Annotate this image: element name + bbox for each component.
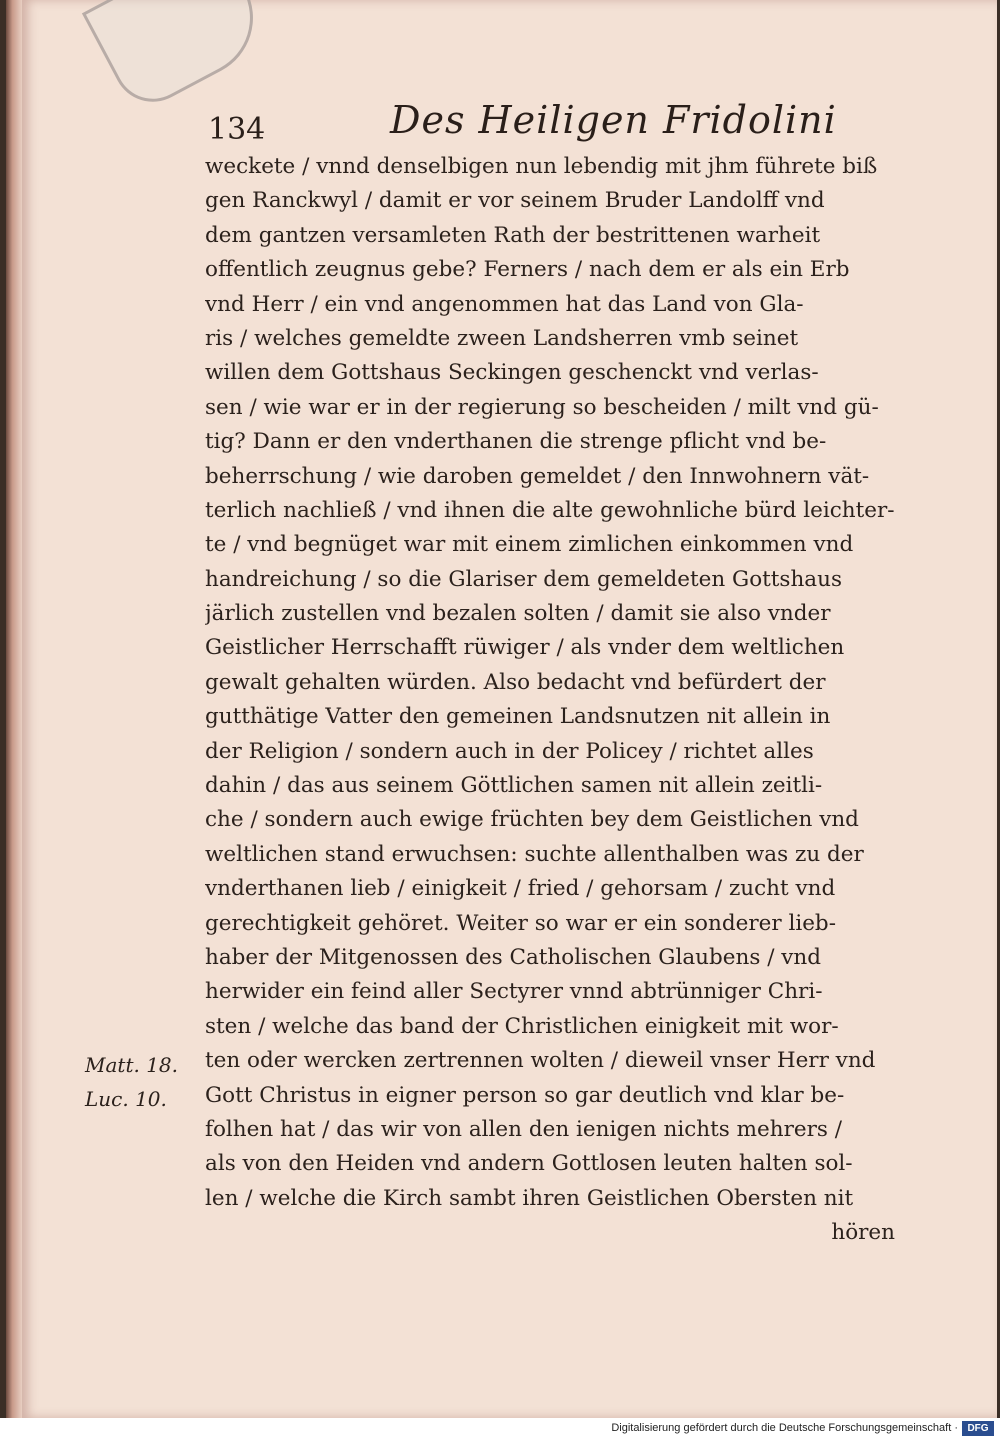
text-line: beherrschung / wie daroben gemeldet / den Innwohnern vät-: [205, 463, 870, 489]
text-line: der Religion / sondern auch in der Policey / richtet alles: [205, 738, 814, 764]
text-line: als von den Heiden vnd andern Gottlosen leuten halten sol-: [205, 1151, 853, 1177]
dfg-logo: DFG: [962, 1421, 994, 1436]
margin-notes: [85, 1048, 205, 1116]
text-line: weckete / vnnd denselbigen nun lebendig mit jhm führete biß: [205, 154, 878, 179]
text-line: tig? Dann er den vnderthanen die strenge pflicht vnd be-: [205, 429, 827, 455]
text-line: gen Ranckwyl / damit er vor seinem Bruder Landolff vnd: [205, 188, 825, 214]
text-line: dem gantzen versamleten Rath der bestrittenen warheit: [205, 222, 821, 248]
text-line: gewalt gehalten würden. Also bedacht vnd befürdert der: [205, 669, 826, 695]
text-line: vnderthanen lieb / einigkeit / fried / gehorsam / zucht vnd: [205, 876, 836, 902]
text-line: te / vnd begnüget war mit einem zimlichen einkommen vnd: [205, 532, 854, 558]
text-line: sen / wie war er in der regierung so bescheiden / milt vnd gü-: [205, 394, 879, 420]
text-line: weltlichen stand erwuchsen: suchte allenthalben was zu der: [205, 841, 864, 867]
page-number: 134: [208, 112, 266, 147]
margin-note: Luc. 10.: [85, 1087, 167, 1111]
text-line: dahin / das aus seinem Göttlichen samen nit allein zeitli-: [205, 773, 823, 799]
text-line: Geistlicher Herrschafft rüwiger / als vnder dem weltlichen: [205, 635, 845, 661]
text-line: ten oder wercken zertrennen wolten / dieweil vnser Herr vnd: [205, 1048, 876, 1074]
text-line: herwider ein feind aller Sectyrer vnnd abtrünniger Chri-: [205, 979, 823, 1005]
text-line: folhen hat / das wir von allen den ienigen nichts mehrers /: [205, 1116, 842, 1142]
text-line: len / welche die Kirch sambt ihren Geistlichen Obersten nit: [205, 1185, 854, 1211]
text-line: terlich nachließ / vnd ihnen die alte gewohnliche bürd leichter-: [205, 497, 895, 523]
book-gutter-edge: [6, 0, 22, 1418]
text-line: haber der Mitgenossen des Catholischen Glaubens / vnd: [205, 944, 822, 970]
text-line: offentlich zeugnus gebe? Ferners / nach dem er als ein Erb: [205, 257, 850, 283]
text-line: vnd Herr / ein vnd angenommen hat das Land von Gla-: [205, 291, 804, 317]
text-line: sten / welche das band der Christlichen einigkeit mit wor-: [205, 1013, 839, 1039]
text-line: järlich zustellen vnd bezalen solten / damit sie also vnder: [205, 601, 831, 627]
text-line: ris / welches gemeldte zween Landsherren vmb seinet: [205, 325, 799, 351]
footer-credit: Digitalisierung gefördert durch die Deutsche Forschungsgemeinschaft ·: [611, 1422, 958, 1434]
text-line: che / sondern auch ewige früchten bey dem Geistlichen vnd: [205, 807, 859, 833]
footer-bar: [0, 1418, 1000, 1440]
text-line: gutthätige Vatter den gemeinen Landsnutzen nit allein in: [205, 704, 831, 730]
text-line: Gott Christus in eigner person so gar deutlich vnd klar be-: [205, 1082, 845, 1108]
body-text: [205, 150, 895, 1251]
running-title: Des Heiligen Fridolini: [390, 98, 837, 142]
margin-note: Matt. 18.: [85, 1053, 178, 1077]
text-line: handreichung / so die Glariser dem gemeldeten Gottshaus: [205, 566, 843, 592]
text-line: willen dem Gottshaus Seckingen geschenckt vnd verlas-: [205, 360, 819, 386]
text-line: gerechtigkeit gehöret. Weiter so war er ein sonderer lieb-: [205, 910, 836, 936]
running-head: [200, 90, 920, 150]
catchword: hören: [831, 1220, 895, 1246]
